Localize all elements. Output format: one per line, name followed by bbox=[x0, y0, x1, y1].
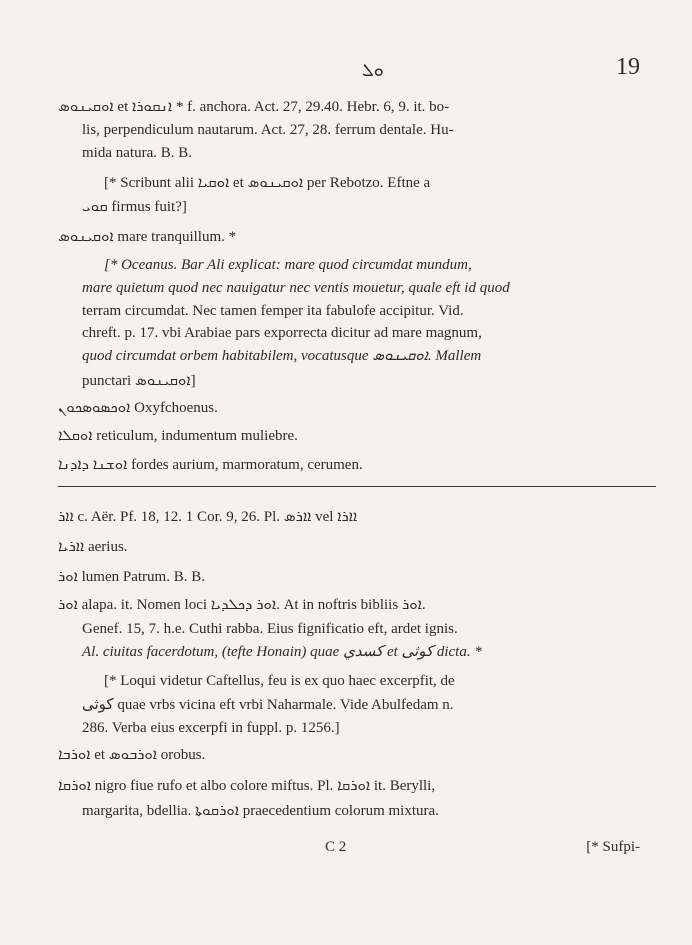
text-line: mare quietum quod nec nauigatur nec ventis mouetur, quale eft id quod bbox=[82, 280, 510, 296]
text-line: ܐܘܩܠܐ reticulum, indumentum muliebre. bbox=[58, 428, 298, 444]
text-line: Al. ciuitas facerdotum, (tefte Honain) quae كسدي et كوثى dicta. * bbox=[82, 644, 482, 660]
page-number: 19 bbox=[616, 54, 640, 80]
text-line: كوثى quae vrbs vicina eft vrbi Naharmale. Vide Abulfedam n. bbox=[82, 697, 454, 713]
text-line: terram circumdat. Nec tamen femper ita fabulofe accipitur. Vid. bbox=[82, 303, 464, 319]
text-line: ܐܘܩܝܢܘܣ mare tranquillum. * bbox=[58, 229, 237, 245]
text-line: ܐܘܟܣܘܣܟܘܢ Oxyfchoenus. bbox=[58, 400, 218, 416]
text-line: margarita, bdellia. ܐܘܪܩܘܬܐ praecedentium colorum mixtura. bbox=[82, 803, 439, 819]
text-line: [* Oceanus. Bar Ali explicat: mare quod circumdat mundum, bbox=[104, 257, 472, 273]
text-line: ܩܘܝ firmus fuit?] bbox=[82, 199, 187, 215]
text-line: ܐܘܩܝܢܘܣ et ܐܢܩܘܪܐ * f. anchora. Act. 27, 29.40. Hebr. 6, 9. it. bo- bbox=[58, 99, 450, 115]
text-line: Genef. 15, 7. h.e. Cuthi rabba. Eius fignificatio eft, ardet ignis. bbox=[82, 621, 458, 637]
section-divider bbox=[58, 486, 656, 487]
text-line: mida natura. B. B. bbox=[82, 145, 192, 161]
text-line: ܐܘܪܩܐ nigro fiue rufo et albo colore miftus. Pl. ܐܘܪܩܐ it. Berylli, bbox=[58, 778, 436, 794]
text-line: 286. Verba eius excerpfi in fuppl. p. 1256.] bbox=[82, 720, 340, 736]
text-line: lis, perpendiculum nautarum. Act. 27, 28. ferrum dentale. Hu- bbox=[82, 122, 454, 138]
text-line: chreft. p. 17. vbi Arabiae pars exporrecta dicitur ad mare magnum, bbox=[82, 325, 482, 341]
text-line: [* Loqui videtur Caftellus, feu is ex quo haec excerpfit, de bbox=[104, 673, 455, 689]
text-line: ܐܐܪ c. Aër. Pf. 18, 12. 1 Cor. 9, 26. Pl. ܐܐܪܣ vel ܐܐܪܐ bbox=[58, 509, 358, 525]
text-line: ܐܘܪ alapa. it. Nomen loci ܐܘܪ ܕܟܠܕܝܐ. At in noftris bibliis ܐܘܪ. bbox=[58, 597, 426, 613]
catchword: [* Sufpi- bbox=[586, 839, 640, 855]
text-line: ܐܘܫܢܐ ܕܐܕܢܐ fordes aurium, marmoratum, cerumen. bbox=[58, 457, 363, 473]
text-line: [* Scribunt alii ܐܘܩܝܐ et ܐܘܩܝܢܘܣ per Rebotzo. Eftne a bbox=[104, 175, 431, 191]
text-line: ܐܘܪܒܐ et ܐܘܪܒܘܣ orobus. bbox=[58, 747, 206, 763]
signature-mark: C 2 bbox=[325, 839, 347, 855]
text-line: punctari ܐܘܩܝܢܘܣ] bbox=[82, 373, 196, 389]
text-line: ܐܘܪ lumen Patrum. B. B. bbox=[58, 569, 205, 585]
text-line: quod circumdat orbem habitabilem, vocatusque ܐܘܩܝܢܘܣ. Mallem bbox=[82, 348, 482, 364]
text-line: ܐܐܪܝܐ aerius. bbox=[58, 539, 128, 555]
running-head-syriac: ܘܠ bbox=[362, 60, 384, 81]
